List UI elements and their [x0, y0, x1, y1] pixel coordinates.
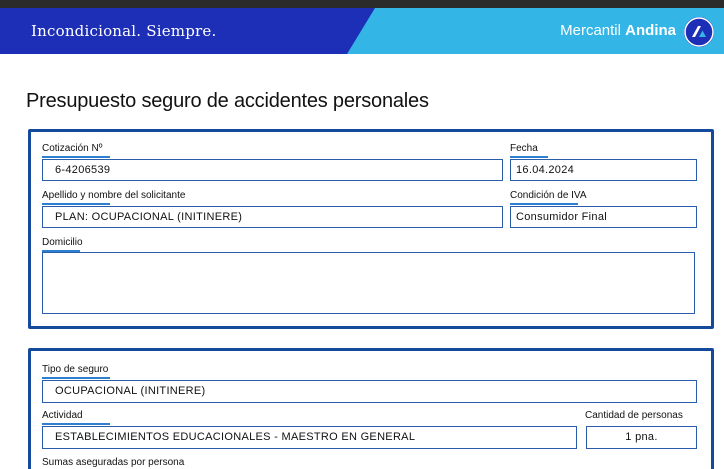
slogan: Incondicional. Siempre. [31, 22, 217, 40]
brand-name [560, 22, 676, 39]
header-banner [0, 8, 724, 54]
iva-label: Condición de IVA [510, 190, 587, 201]
actividad-label: Actividad [42, 410, 83, 421]
cantidad-field[interactable]: 1 pna. [586, 426, 697, 449]
solicitante-label: Apellido y nombre del solicitante [42, 190, 186, 201]
brand-logo-icon [684, 17, 714, 47]
top-strip [0, 0, 724, 8]
brand-name-bold: Andina [625, 22, 676, 39]
brand-name-regular: Mercantil [560, 22, 621, 39]
solicitante-field[interactable]: PLAN: OCUPACIONAL (INITINERE) [42, 206, 503, 228]
sumas-aseguradas-label: Sumas aseguradas por persona [42, 457, 185, 468]
tipo-seguro-field[interactable]: OCUPACIONAL (INITINERE) [42, 380, 697, 403]
cotizacion-label: Cotización Nº [42, 143, 103, 154]
fecha-label: Fecha [510, 143, 538, 154]
cantidad-label: Cantidad de personas [585, 410, 683, 421]
cotizacion-field[interactable]: 6-4206539 [42, 159, 503, 181]
actividad-field[interactable]: ESTABLECIMIENTOS EDUCACIONALES - MAESTRO EN GENERAL [42, 426, 577, 449]
domicilio-label: Domicilio [42, 237, 83, 248]
domicilio-field[interactable] [42, 252, 695, 314]
tipo-seguro-label: Tipo de seguro [42, 364, 109, 375]
seguro-section [28, 348, 714, 469]
iva-field[interactable]: Consumidor Final [510, 206, 697, 228]
fecha-field[interactable]: 16.04.2024 [510, 159, 697, 181]
page-title: Presupuesto seguro de accidentes personales [26, 90, 429, 112]
